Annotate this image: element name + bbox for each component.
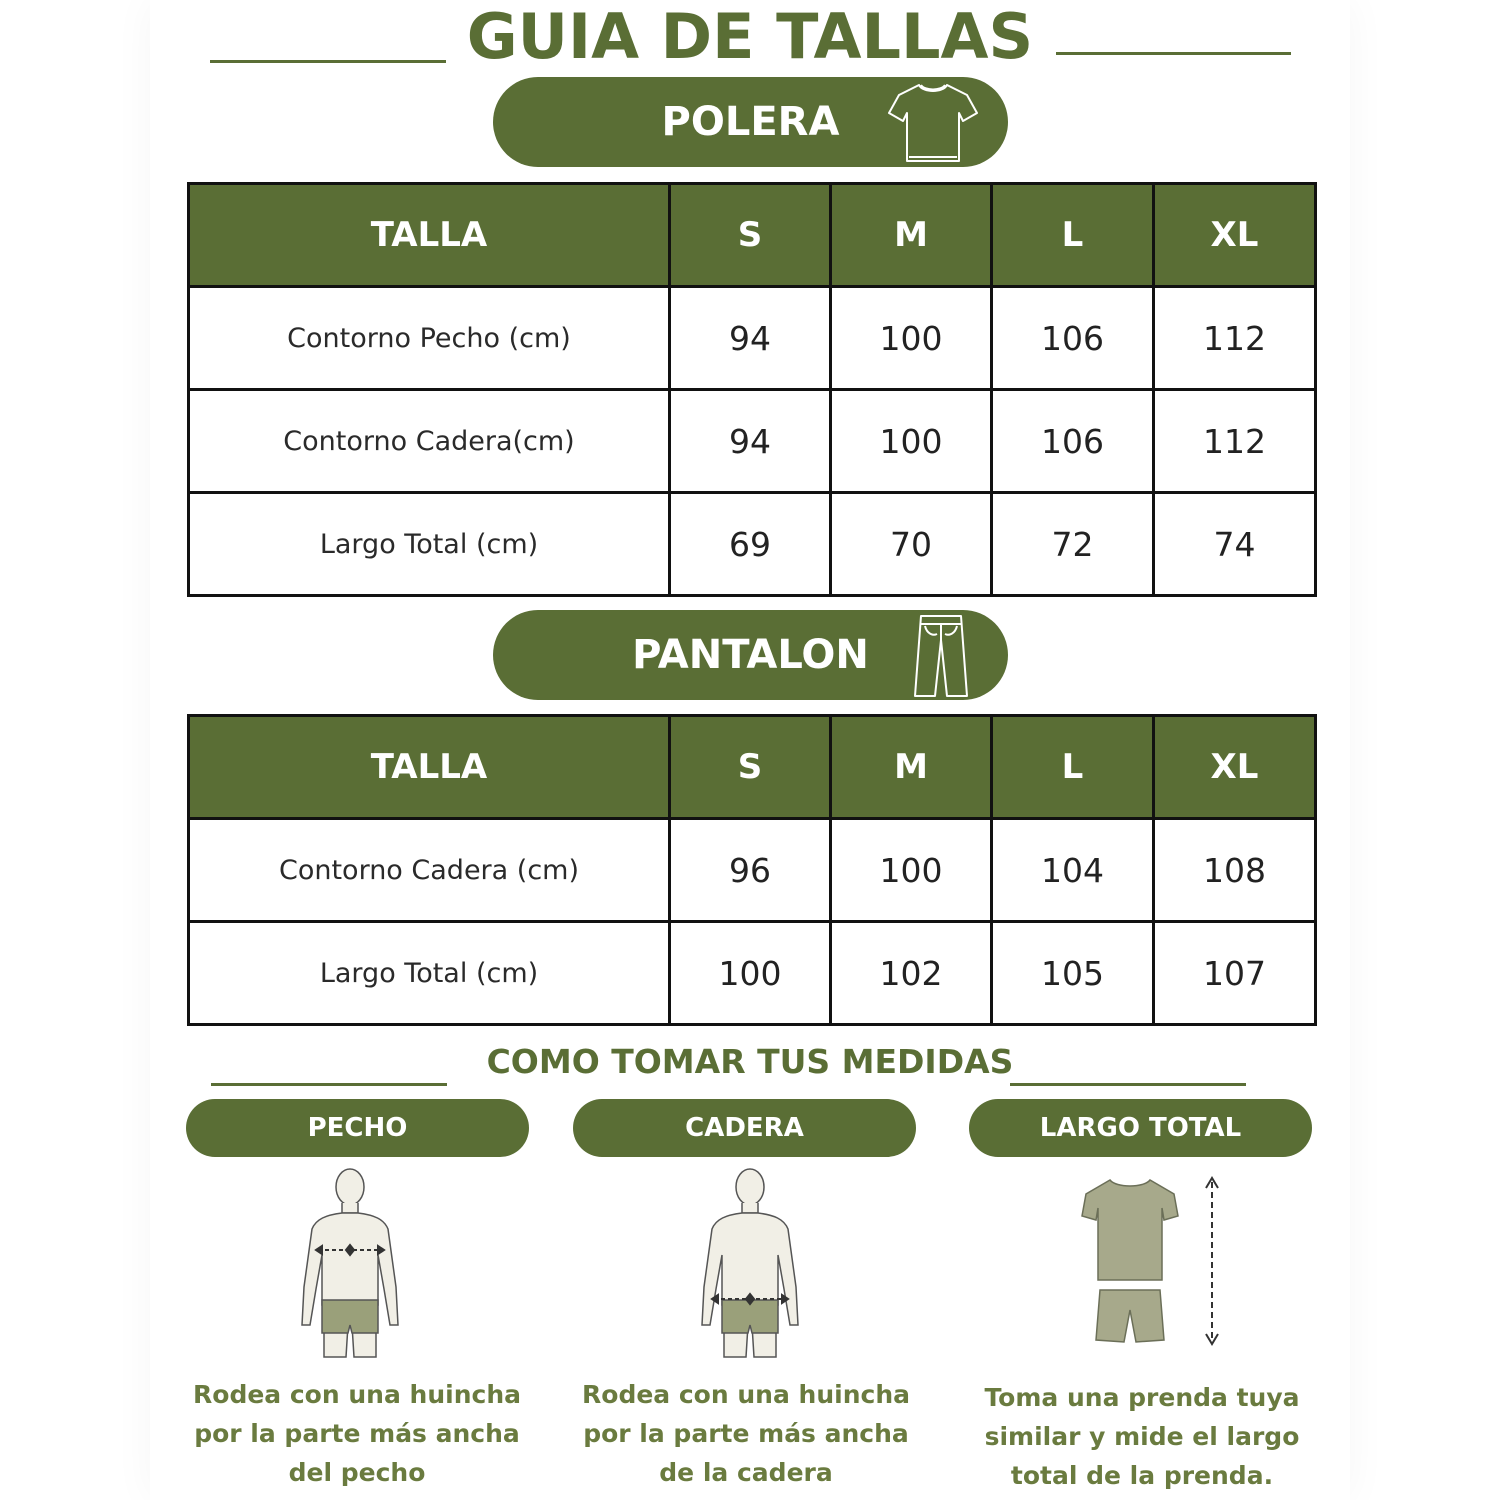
header-xl: XL — [1154, 716, 1316, 819]
header-talla: TALLA — [189, 184, 670, 287]
header-l: L — [992, 716, 1154, 819]
pantalon-label: PANTALON — [632, 632, 869, 678]
cell-value: 107 — [1154, 922, 1316, 1025]
pantalon-section-pill — [493, 610, 1008, 700]
table-row — [189, 922, 1316, 1025]
hip-measure-figure-icon — [690, 1165, 810, 1360]
header-l: L — [992, 184, 1154, 287]
header-xl: XL — [1154, 184, 1316, 287]
row-label: Contorno Cadera (cm) — [189, 819, 670, 922]
chest-measure-figure-icon — [290, 1165, 410, 1360]
cell-value: 100 — [831, 390, 992, 493]
title-line-right — [1056, 52, 1291, 55]
page-title: GUIA DE TALLAS — [466, 0, 1034, 73]
caption-line: Rodea con una huincha — [582, 1380, 910, 1409]
largo-total-caption — [962, 1378, 1322, 1495]
polera-label: POLERA — [661, 99, 840, 145]
table-header-row — [189, 716, 1316, 819]
caption-line: Rodea con una huincha — [193, 1380, 521, 1409]
cell-value: 106 — [992, 287, 1154, 390]
pecho-pill — [186, 1099, 529, 1157]
cell-value: 105 — [992, 922, 1154, 1025]
cell-value: 96 — [670, 819, 831, 922]
caption-line: Toma una prenda tuya — [984, 1383, 1300, 1412]
caption-line: total de la prenda. — [1010, 1461, 1274, 1490]
row-label: Largo Total (cm) — [189, 493, 670, 596]
subtitle-line-left — [211, 1083, 447, 1086]
cell-value: 106 — [992, 390, 1154, 493]
cell-value: 108 — [1154, 819, 1316, 922]
cell-value: 70 — [831, 493, 992, 596]
caption-line: por la parte más ancha — [583, 1419, 909, 1448]
header-m: M — [831, 184, 992, 287]
pantalon-size-table — [187, 714, 1317, 1026]
subtitle-line-right — [1010, 1083, 1246, 1086]
cell-value: 112 — [1154, 287, 1316, 390]
row-label: Contorno Cadera(cm) — [189, 390, 670, 493]
polera-section-pill — [493, 77, 1008, 167]
cell-value: 69 — [670, 493, 831, 596]
pecho-caption — [177, 1375, 537, 1492]
cell-value: 94 — [670, 287, 831, 390]
cadera-caption — [566, 1375, 926, 1492]
title-row — [0, 0, 1500, 73]
cadera-pill — [573, 1099, 916, 1157]
caption-line: del pecho — [288, 1458, 426, 1487]
table-row — [189, 819, 1316, 922]
garment-length-icon — [1080, 1172, 1230, 1352]
cadera-label: CADERA — [685, 1113, 804, 1143]
largo-total-label: LARGO TOTAL — [1039, 1113, 1242, 1143]
caption-line: de la cadera — [659, 1458, 833, 1487]
row-label: Contorno Pecho (cm) — [189, 287, 670, 390]
caption-line: similar y mide el largo — [984, 1422, 1300, 1451]
header-talla: TALLA — [189, 716, 670, 819]
cell-value: 94 — [670, 390, 831, 493]
largo-total-pill — [969, 1099, 1312, 1157]
cell-value: 100 — [831, 819, 992, 922]
polera-size-table — [187, 182, 1317, 597]
header-m: M — [831, 716, 992, 819]
pants-icon — [911, 612, 971, 700]
table-row — [189, 390, 1316, 493]
header-s: S — [670, 716, 831, 819]
cell-value: 74 — [1154, 493, 1316, 596]
cell-value: 100 — [670, 922, 831, 1025]
table-row — [189, 493, 1316, 596]
t-shirt-icon — [885, 79, 981, 165]
row-label: Largo Total (cm) — [189, 922, 670, 1025]
measurements-title: COMO TOMAR TUS MEDIDAS — [486, 1042, 1014, 1081]
cell-value: 72 — [992, 493, 1154, 596]
header-s: S — [670, 184, 831, 287]
caption-line: por la parte más ancha — [194, 1419, 520, 1448]
cell-value: 104 — [992, 819, 1154, 922]
cell-value: 100 — [831, 287, 992, 390]
table-header-row — [189, 184, 1316, 287]
cell-value: 102 — [831, 922, 992, 1025]
table-row — [189, 287, 1316, 390]
cell-value: 112 — [1154, 390, 1316, 493]
pecho-label: PECHO — [307, 1113, 408, 1143]
